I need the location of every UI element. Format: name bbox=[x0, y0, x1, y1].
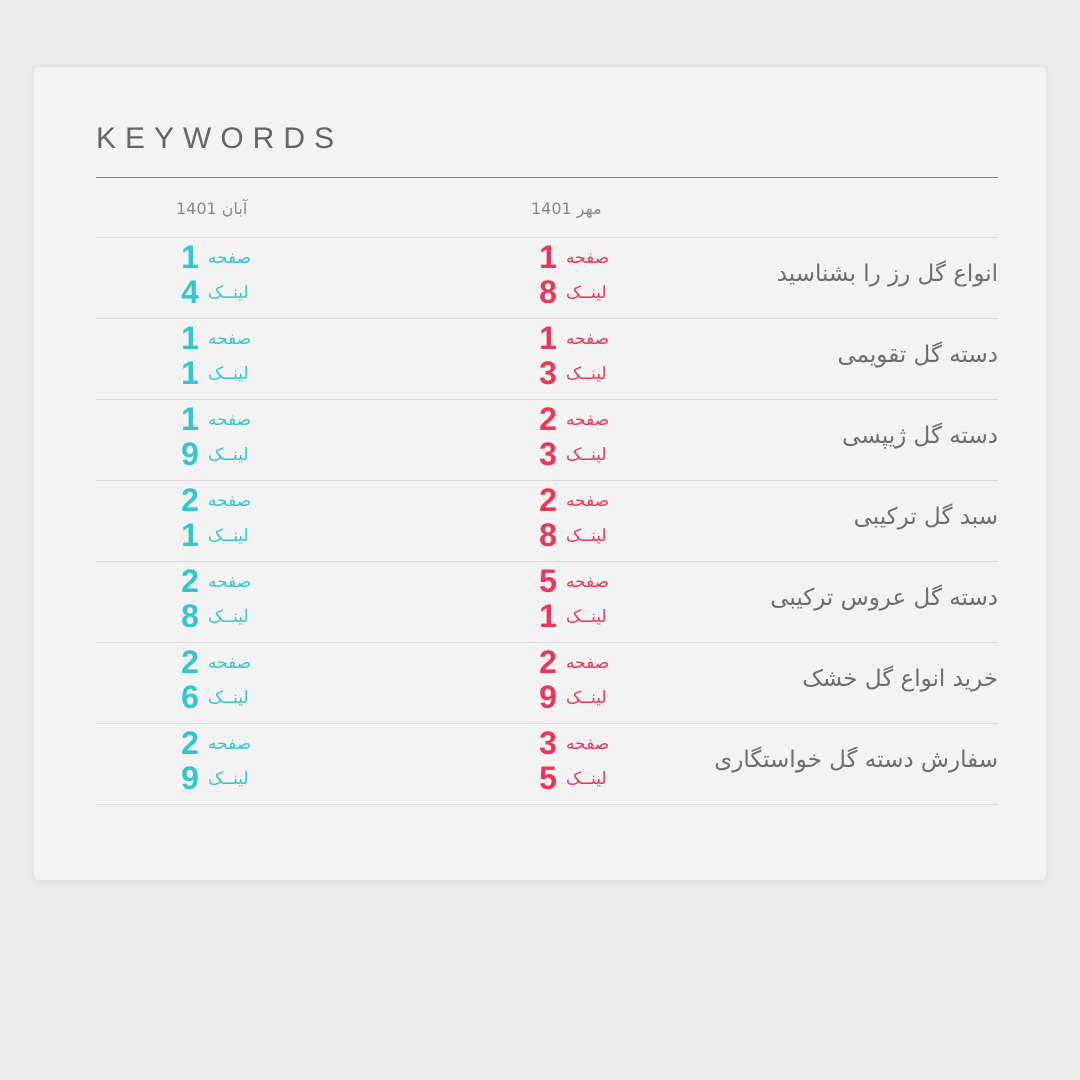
mehr-page-value: 2 bbox=[539, 644, 557, 680]
aban-link-value: 1 bbox=[181, 355, 199, 391]
page-label: صفحه bbox=[566, 734, 610, 754]
page-title: KEYWORDS bbox=[96, 122, 344, 155]
page-label: صفحه bbox=[566, 572, 610, 592]
page-label: صفحه bbox=[208, 491, 252, 511]
title-divider bbox=[96, 177, 998, 178]
aban-link-value: 9 bbox=[181, 760, 199, 796]
page-label: صفحه bbox=[208, 653, 252, 673]
table-row bbox=[96, 562, 998, 643]
mehr-page-stat bbox=[534, 240, 644, 274]
page-label: صفحه bbox=[208, 572, 252, 592]
aban-link-stat bbox=[176, 356, 286, 390]
aban-page-value: 1 bbox=[181, 401, 199, 437]
mehr-page-value: 3 bbox=[539, 725, 557, 761]
mehr-link-value: 3 bbox=[539, 436, 557, 472]
mehr-page-value: 2 bbox=[539, 482, 557, 518]
aban-link-value: 9 bbox=[181, 436, 199, 472]
aban-page-value: 1 bbox=[181, 239, 199, 275]
mehr-page-stat bbox=[534, 483, 644, 517]
aban-page-stat bbox=[176, 402, 286, 436]
table-row bbox=[96, 319, 998, 400]
aban-page-stat bbox=[176, 240, 286, 274]
keyword-label: سفارش دسته گل خواستگاری bbox=[714, 747, 998, 773]
page-label: صفحه bbox=[208, 248, 252, 268]
aban-link-stat bbox=[176, 437, 286, 471]
table-row bbox=[96, 724, 998, 805]
page-label: صفحه bbox=[566, 491, 610, 511]
keywords-card bbox=[34, 67, 1046, 880]
mehr-link-stat bbox=[534, 437, 644, 471]
mehr-link-stat bbox=[534, 599, 644, 633]
aban-link-value: 1 bbox=[181, 517, 199, 553]
aban-page-stat bbox=[176, 726, 286, 760]
aban-link-stat bbox=[176, 680, 286, 714]
mehr-page-stat bbox=[534, 564, 644, 598]
mehr-page-value: 5 bbox=[539, 563, 557, 599]
keyword-label: دسته گل عروس ترکیبی bbox=[770, 585, 998, 611]
mehr-link-stat bbox=[534, 680, 644, 714]
mehr-link-value: 3 bbox=[539, 355, 557, 391]
aban-link-value: 8 bbox=[181, 598, 199, 634]
mehr-link-value: 1 bbox=[539, 598, 557, 634]
keyword-label: انواع گل رز را بشناسید bbox=[776, 261, 998, 287]
column-header-mehr: مهر 1401 bbox=[531, 199, 602, 218]
mehr-link-stat bbox=[534, 275, 644, 309]
page-label: صفحه bbox=[208, 734, 252, 754]
keyword-label: دسته گل تقویمی bbox=[837, 342, 998, 368]
link-label: لینــک bbox=[566, 769, 607, 789]
aban-link-value: 4 bbox=[181, 274, 199, 310]
aban-link-stat bbox=[176, 599, 286, 633]
column-header-aban: آبان 1401 bbox=[176, 199, 248, 218]
link-label: لینــک bbox=[208, 688, 249, 708]
mehr-link-stat bbox=[534, 518, 644, 552]
mehr-link-value: 8 bbox=[539, 274, 557, 310]
link-label: لینــک bbox=[566, 364, 607, 384]
aban-link-value: 6 bbox=[181, 679, 199, 715]
table-row bbox=[96, 238, 998, 319]
mehr-page-stat bbox=[534, 645, 644, 679]
link-label: لینــک bbox=[208, 769, 249, 789]
mehr-page-stat bbox=[534, 726, 644, 760]
link-label: لینــک bbox=[208, 526, 249, 546]
link-label: لینــک bbox=[566, 607, 607, 627]
aban-page-value: 2 bbox=[181, 563, 199, 599]
mehr-link-value: 9 bbox=[539, 679, 557, 715]
keyword-label: سبد گل ترکیبی bbox=[853, 504, 998, 530]
page-label: صفحه bbox=[566, 653, 610, 673]
mehr-page-value: 2 bbox=[539, 401, 557, 437]
page-label: صفحه bbox=[566, 329, 610, 349]
aban-page-stat bbox=[176, 321, 286, 355]
aban-page-value: 2 bbox=[181, 725, 199, 761]
mehr-page-stat bbox=[534, 321, 644, 355]
mehr-link-value: 5 bbox=[539, 760, 557, 796]
link-label: لینــک bbox=[566, 283, 607, 303]
mehr-link-value: 8 bbox=[539, 517, 557, 553]
link-label: لینــک bbox=[208, 364, 249, 384]
aban-page-stat bbox=[176, 483, 286, 517]
mehr-page-value: 1 bbox=[539, 239, 557, 275]
mehr-link-stat bbox=[534, 356, 644, 390]
aban-link-stat bbox=[176, 761, 286, 795]
keyword-label: خرید انواع گل خشک bbox=[802, 666, 998, 692]
aban-page-stat bbox=[176, 564, 286, 598]
table-row bbox=[96, 481, 998, 562]
link-label: لینــک bbox=[208, 445, 249, 465]
mehr-page-stat bbox=[534, 402, 644, 436]
link-label: لینــک bbox=[566, 688, 607, 708]
table-row bbox=[96, 643, 998, 724]
link-label: لینــک bbox=[208, 283, 249, 303]
keyword-label: دسته گل ژیپسی bbox=[842, 423, 998, 449]
aban-page-value: 1 bbox=[181, 320, 199, 356]
aban-link-stat bbox=[176, 518, 286, 552]
page-label: صفحه bbox=[208, 410, 252, 430]
mehr-link-stat bbox=[534, 761, 644, 795]
link-label: لینــک bbox=[208, 607, 249, 627]
aban-page-stat bbox=[176, 645, 286, 679]
page-label: صفحه bbox=[208, 329, 252, 349]
table-row bbox=[96, 400, 998, 481]
aban-page-value: 2 bbox=[181, 644, 199, 680]
link-label: لینــک bbox=[566, 526, 607, 546]
page-label: صفحه bbox=[566, 410, 610, 430]
link-label: لینــک bbox=[566, 445, 607, 465]
keywords-table bbox=[96, 238, 998, 805]
page-label: صفحه bbox=[566, 248, 610, 268]
aban-page-value: 2 bbox=[181, 482, 199, 518]
mehr-page-value: 1 bbox=[539, 320, 557, 356]
aban-link-stat bbox=[176, 275, 286, 309]
